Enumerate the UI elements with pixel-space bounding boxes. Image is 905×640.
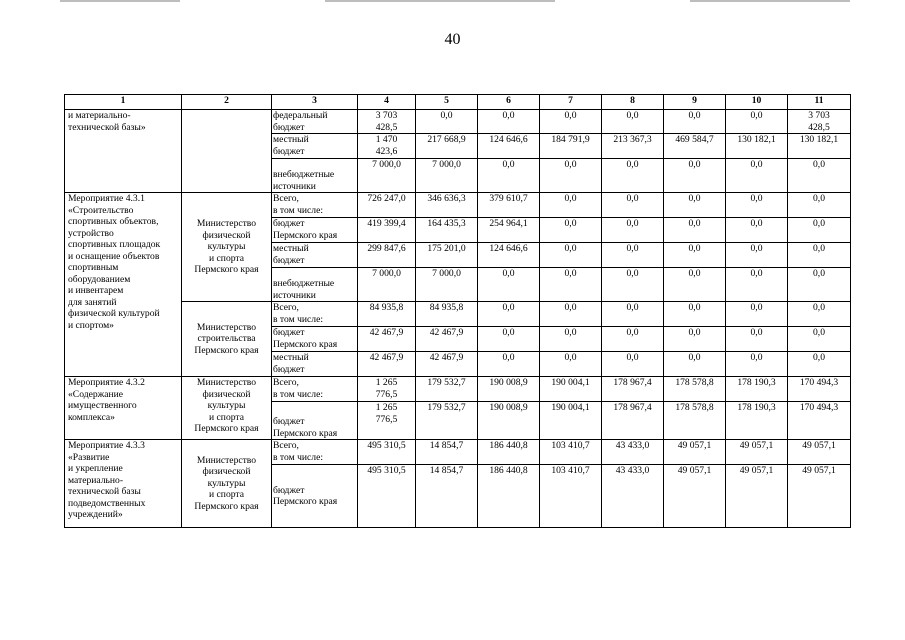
- value-cell: 84 935,8: [416, 302, 478, 327]
- table-row: [65, 377, 851, 402]
- value-cell: 0,0: [540, 110, 602, 134]
- value-cell: 726 247,0: [358, 193, 416, 218]
- funding-source-cell: бюджет Пермского края: [272, 218, 358, 243]
- activity-name-cell: Мероприятие 4.3.2 «Содержание имущественного комплекса»: [65, 377, 182, 440]
- header-cell: 5: [416, 95, 478, 110]
- header-cell: 4: [358, 95, 416, 110]
- value-cell: 14 854,7: [416, 465, 478, 528]
- budget-table: [64, 94, 851, 528]
- funding-source-cell: бюджет Пермского края: [272, 402, 358, 440]
- value-cell: 49 057,1: [664, 465, 726, 528]
- value-cell: 0,0: [602, 302, 664, 327]
- value-cell: 178 578,8: [664, 402, 726, 440]
- funding-source-cell: местный бюджет: [272, 352, 358, 377]
- value-cell: 42 467,9: [358, 327, 416, 352]
- value-cell: 0,0: [478, 268, 540, 302]
- column-number-header: [65, 95, 851, 110]
- table-row: [65, 193, 851, 218]
- value-cell: 0,0: [664, 327, 726, 352]
- header-cell: 10: [726, 95, 788, 110]
- value-cell: 0,0: [602, 352, 664, 377]
- value-cell: 0,0: [664, 159, 726, 193]
- value-cell: 190 008,9: [478, 377, 540, 402]
- value-cell: 178 190,3: [726, 402, 788, 440]
- activity-name-cell: Мероприятие 4.3.1 «Строительство спортивных объектов, устройство спортивных площадок и оснащение объектов спортивным оборудованием и инвентарем для занятий физической культурой и спортом»: [65, 193, 182, 377]
- funding-source-cell: внебюджетные источники: [272, 268, 358, 302]
- value-cell: 0,0: [602, 159, 664, 193]
- value-cell: 84 935,8: [358, 302, 416, 327]
- value-cell: 299 847,6: [358, 243, 416, 268]
- value-cell: 419 399,4: [358, 218, 416, 243]
- top-edge-rule: [60, 0, 180, 2]
- value-cell: 124 646,6: [478, 243, 540, 268]
- value-cell: 130 182,1: [788, 134, 851, 159]
- value-cell: 178 967,4: [602, 377, 664, 402]
- value-cell: 0,0: [540, 193, 602, 218]
- value-cell: 0,0: [478, 159, 540, 193]
- value-cell: 178 967,4: [602, 402, 664, 440]
- value-cell: 42 467,9: [416, 327, 478, 352]
- value-cell: 7 000,0: [358, 268, 416, 302]
- value-cell: 103 410,7: [540, 440, 602, 465]
- value-cell: 0,0: [540, 218, 602, 243]
- activity-name-cell: Мероприятие 4.3.3 «Развитие и укрепление материально- технической базы подведомственных учреждений»: [65, 440, 182, 528]
- value-cell: 0,0: [540, 243, 602, 268]
- value-cell: 7 000,0: [358, 159, 416, 193]
- value-cell: 7 000,0: [416, 268, 478, 302]
- value-cell: 0,0: [788, 193, 851, 218]
- value-cell: 42 467,9: [416, 352, 478, 377]
- value-cell: 0,0: [788, 302, 851, 327]
- value-cell: 130 182,1: [726, 134, 788, 159]
- value-cell: 170 494,3: [788, 377, 851, 402]
- value-cell: 0,0: [664, 218, 726, 243]
- value-cell: 379 610,7: [478, 193, 540, 218]
- responsible-cell: Министерство физической культуры и спорта Пермского края: [182, 440, 272, 528]
- value-cell: 0,0: [602, 243, 664, 268]
- value-cell: 175 201,0: [416, 243, 478, 268]
- value-cell: 0,0: [416, 110, 478, 134]
- value-cell: 0,0: [540, 268, 602, 302]
- value-cell: 0,0: [602, 110, 664, 134]
- value-cell: 346 636,3: [416, 193, 478, 218]
- value-cell: 0,0: [726, 159, 788, 193]
- value-cell: 0,0: [602, 193, 664, 218]
- value-cell: 186 440,8: [478, 465, 540, 528]
- value-cell: 190 008,9: [478, 402, 540, 440]
- funding-source-cell: бюджет Пермского края: [272, 327, 358, 352]
- header-cell: 11: [788, 95, 851, 110]
- value-cell: 49 057,1: [788, 440, 851, 465]
- activity-name-cell: и материально- технической базы»: [65, 110, 182, 193]
- header-cell: 1: [65, 95, 182, 110]
- responsible-cell: [182, 110, 272, 193]
- top-edge-rule: [325, 0, 555, 2]
- value-cell: 43 433,0: [602, 440, 664, 465]
- value-cell: 190 004,1: [540, 377, 602, 402]
- header-cell: 9: [664, 95, 726, 110]
- value-cell: 3 703 428,5: [358, 110, 416, 134]
- value-cell: 178 578,8: [664, 377, 726, 402]
- value-cell: 0,0: [540, 352, 602, 377]
- value-cell: 0,0: [788, 268, 851, 302]
- value-cell: 0,0: [602, 268, 664, 302]
- value-cell: 0,0: [478, 302, 540, 327]
- value-cell: 124 646,6: [478, 134, 540, 159]
- value-cell: 469 584,7: [664, 134, 726, 159]
- value-cell: 1 470 423,6: [358, 134, 416, 159]
- value-cell: 43 433,0: [602, 465, 664, 528]
- responsible-cell: Министерство строительства Пермского края: [182, 302, 272, 377]
- funding-source-cell: федеральный бюджет: [272, 110, 358, 134]
- value-cell: 3 703 428,5: [788, 110, 851, 134]
- value-cell: 1 265 776,5: [358, 402, 416, 440]
- funding-source-cell: Всего, в том числе:: [272, 302, 358, 327]
- value-cell: 0,0: [788, 218, 851, 243]
- value-cell: 49 057,1: [726, 465, 788, 528]
- value-cell: 184 791,9: [540, 134, 602, 159]
- responsible-cell: Министерство физической культуры и спорта Пермского края: [182, 193, 272, 302]
- funding-source-cell: внебюджетные источники: [272, 159, 358, 193]
- value-cell: 7 000,0: [416, 159, 478, 193]
- value-cell: 178 190,3: [726, 377, 788, 402]
- value-cell: 0,0: [540, 159, 602, 193]
- value-cell: 495 310,5: [358, 440, 416, 465]
- responsible-cell: Министерство физической культуры и спорта Пермского края: [182, 377, 272, 440]
- table-row: [65, 302, 851, 327]
- value-cell: 49 057,1: [726, 440, 788, 465]
- funding-source-cell: местный бюджет: [272, 243, 358, 268]
- value-cell: 0,0: [664, 110, 726, 134]
- value-cell: 0,0: [788, 243, 851, 268]
- value-cell: 14 854,7: [416, 440, 478, 465]
- funding-source-cell: Всего, в том числе:: [272, 377, 358, 402]
- value-cell: 1 265 776,5: [358, 377, 416, 402]
- value-cell: 0,0: [726, 327, 788, 352]
- value-cell: 254 964,1: [478, 218, 540, 243]
- value-cell: 0,0: [726, 352, 788, 377]
- value-cell: 0,0: [602, 327, 664, 352]
- value-cell: 0,0: [540, 302, 602, 327]
- value-cell: 0,0: [664, 193, 726, 218]
- funding-source-cell: местный бюджет: [272, 134, 358, 159]
- value-cell: 49 057,1: [664, 440, 726, 465]
- value-cell: 103 410,7: [540, 465, 602, 528]
- value-cell: 49 057,1: [788, 465, 851, 528]
- value-cell: 164 435,3: [416, 218, 478, 243]
- value-cell: 0,0: [726, 110, 788, 134]
- top-edge-rule: [690, 0, 850, 2]
- value-cell: 0,0: [726, 218, 788, 243]
- value-cell: 0,0: [540, 327, 602, 352]
- funding-source-cell: бюджет Пермского края: [272, 465, 358, 528]
- value-cell: 0,0: [788, 159, 851, 193]
- value-cell: 186 440,8: [478, 440, 540, 465]
- value-cell: 0,0: [664, 243, 726, 268]
- value-cell: 0,0: [788, 327, 851, 352]
- value-cell: 179 532,7: [416, 402, 478, 440]
- value-cell: 0,0: [478, 352, 540, 377]
- value-cell: 0,0: [664, 352, 726, 377]
- value-cell: 0,0: [664, 302, 726, 327]
- value-cell: 170 494,3: [788, 402, 851, 440]
- value-cell: 179 532,7: [416, 377, 478, 402]
- value-cell: 0,0: [478, 327, 540, 352]
- value-cell: 0,0: [726, 268, 788, 302]
- value-cell: 0,0: [602, 218, 664, 243]
- header-cell: 3: [272, 95, 358, 110]
- page-number: 40: [444, 31, 461, 48]
- header-cell: 7: [540, 95, 602, 110]
- value-cell: 0,0: [726, 243, 788, 268]
- funding-source-cell: Всего, в том числе:: [272, 440, 358, 465]
- value-cell: 213 367,3: [602, 134, 664, 159]
- header-cell: 8: [602, 95, 664, 110]
- value-cell: 0,0: [726, 302, 788, 327]
- value-cell: 190 004,1: [540, 402, 602, 440]
- funding-source-cell: Всего, в том числе:: [272, 193, 358, 218]
- value-cell: 0,0: [478, 110, 540, 134]
- value-cell: 42 467,9: [358, 352, 416, 377]
- value-cell: 495 310,5: [358, 465, 416, 528]
- value-cell: 0,0: [664, 268, 726, 302]
- value-cell: 0,0: [788, 352, 851, 377]
- value-cell: 0,0: [726, 193, 788, 218]
- table-row: [65, 440, 851, 465]
- header-cell: 6: [478, 95, 540, 110]
- value-cell: 217 668,9: [416, 134, 478, 159]
- header-cell: 2: [182, 95, 272, 110]
- table-row: [65, 110, 851, 134]
